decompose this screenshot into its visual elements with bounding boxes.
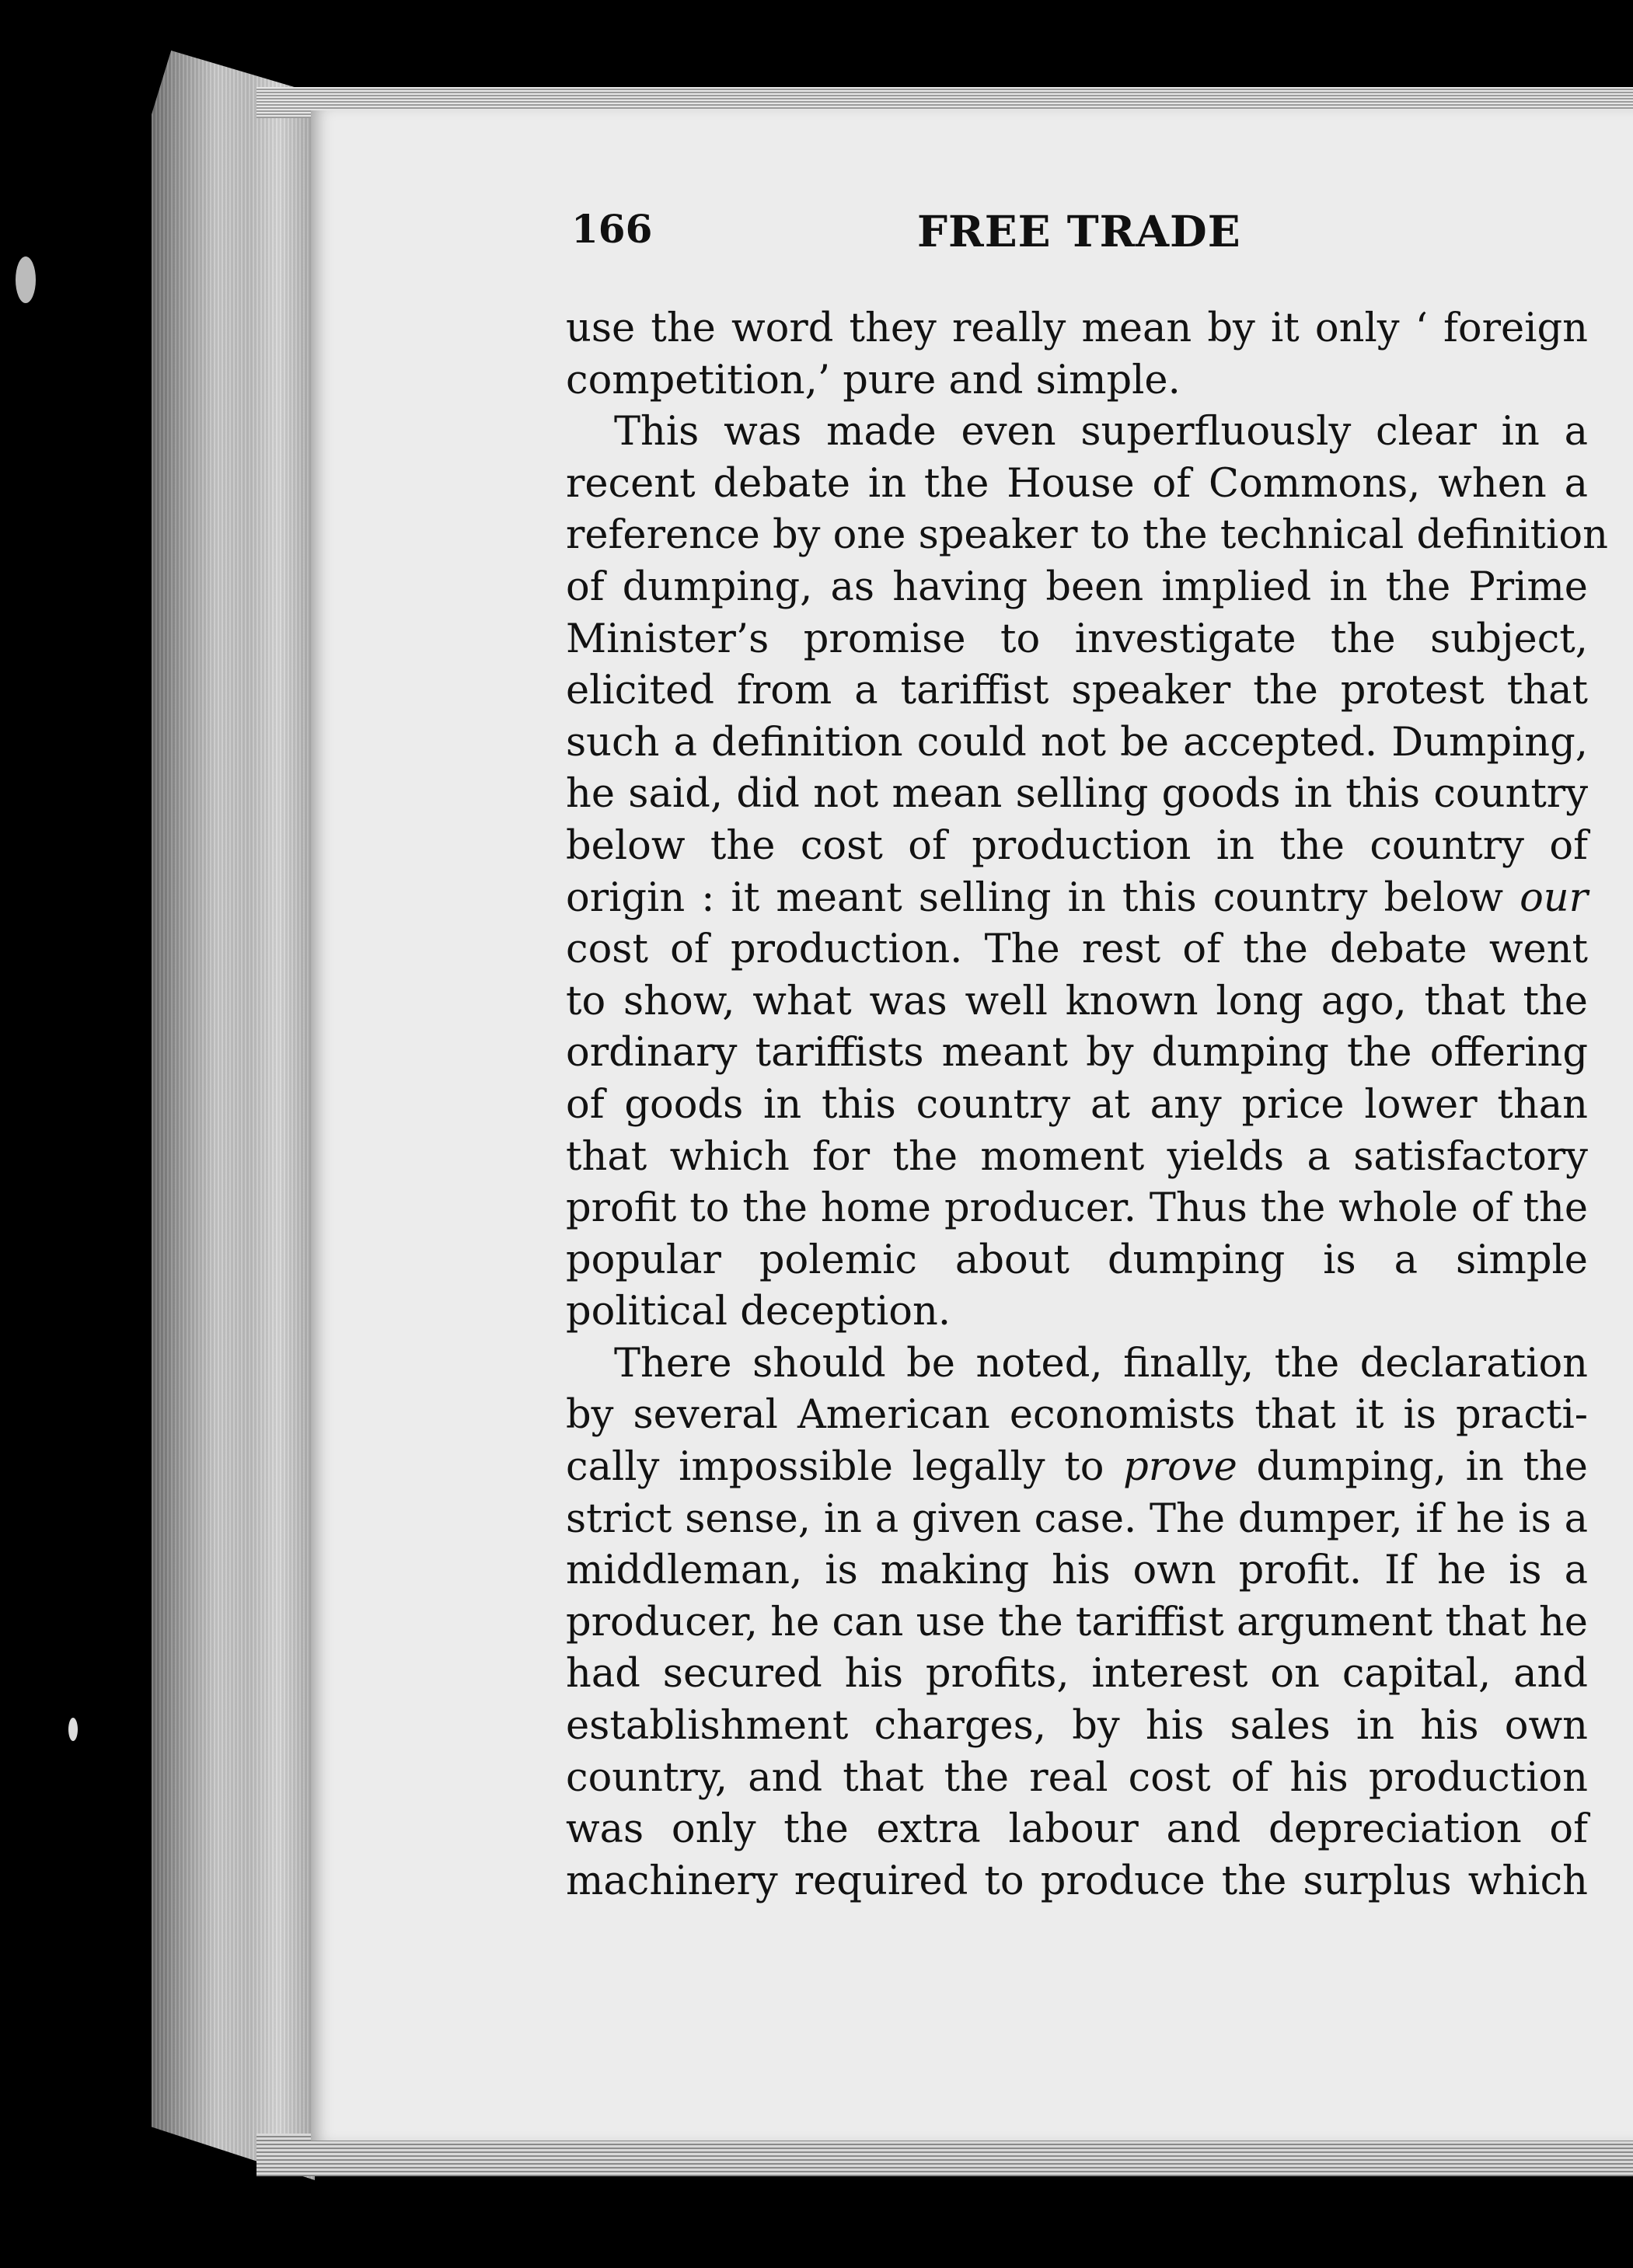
dust-speck — [16, 256, 36, 303]
text-run: origin : it meant selling in this country below — [566, 874, 1520, 921]
italic-word: prove — [1123, 1444, 1237, 1491]
text-line: strict sense, in a given case. The dumper, if he is a — [566, 1495, 1588, 1542]
text-line: such a definition could not be accepted. Dumping, — [566, 719, 1588, 766]
text-line: by several American economists that it is practi- — [566, 1392, 1588, 1439]
body-text — [566, 303, 1608, 1907]
text-line — [566, 873, 1588, 925]
text-line — [566, 1442, 1588, 1494]
text-line: below the cost of production in the country of — [566, 822, 1588, 869]
text-line: There should be noted, finally, the declaration — [614, 1340, 1588, 1387]
text-line: had secured his profits, interest on capital, and — [566, 1651, 1588, 1698]
italic-word: our — [1520, 874, 1588, 921]
text-run: dumping, in the — [1237, 1444, 1588, 1491]
page-number: 166 — [571, 206, 653, 252]
text-line: of goods in this country at any price lower than — [566, 1081, 1588, 1128]
text-line: producer, he can use the tariffist argument that he — [566, 1599, 1588, 1645]
text-line: popular polemic about dumping is a simple — [566, 1237, 1588, 1283]
text-line: country, and that the real cost of his production — [566, 1754, 1588, 1801]
paragraph — [566, 303, 1588, 406]
text-line: was only the extra labour and depreciation of — [566, 1806, 1588, 1853]
text-line: that which for the moment yields a satisfactory — [566, 1133, 1588, 1180]
text-line: This was made even superfluously clear in a — [614, 409, 1588, 455]
paragraph — [566, 406, 1608, 1338]
text-line: machinery required to produce the surplus which — [566, 1858, 1588, 1904]
text-line: political deception. — [566, 1289, 951, 1335]
running-head: FREE TRADE — [917, 206, 1241, 256]
text-line: elicited from a tariffist speaker the protest that — [566, 668, 1588, 714]
text-line: profit to the home producer. Thus the whole of the — [566, 1185, 1588, 1232]
page-header — [571, 206, 1574, 260]
text-line: ordinary tariffists meant by dumping the offering — [566, 1030, 1588, 1076]
text-line: use the word they really mean by it only ‘ foreign — [566, 305, 1588, 351]
text-line: he said, did not mean selling goods in this country — [566, 771, 1588, 818]
text-line: of dumping, as having been implied in the Prime — [566, 564, 1588, 610]
text-line: middleman, is making his own profit. If he is a — [566, 1547, 1588, 1594]
text-run: cally impossible legally to — [566, 1444, 1124, 1491]
text-line: establishment charges, by his sales in his own — [566, 1703, 1588, 1750]
text-line: to show, what was well known long ago, that the — [566, 978, 1588, 1024]
text-line: competition,’ pure and simple. — [566, 357, 1181, 403]
text-line: Minister’s promise to investigate the subject, — [566, 616, 1588, 662]
text-line: recent debate in the House of Commons, when a — [566, 460, 1588, 507]
book-fore-edge-texture — [152, 51, 315, 2180]
text-line: cost of production. The rest of the debate went — [566, 926, 1588, 973]
paragraph — [566, 1338, 1588, 1908]
text-line: reference by one speaker to the technical definition — [566, 512, 1608, 559]
dust-speck — [68, 1718, 78, 1741]
